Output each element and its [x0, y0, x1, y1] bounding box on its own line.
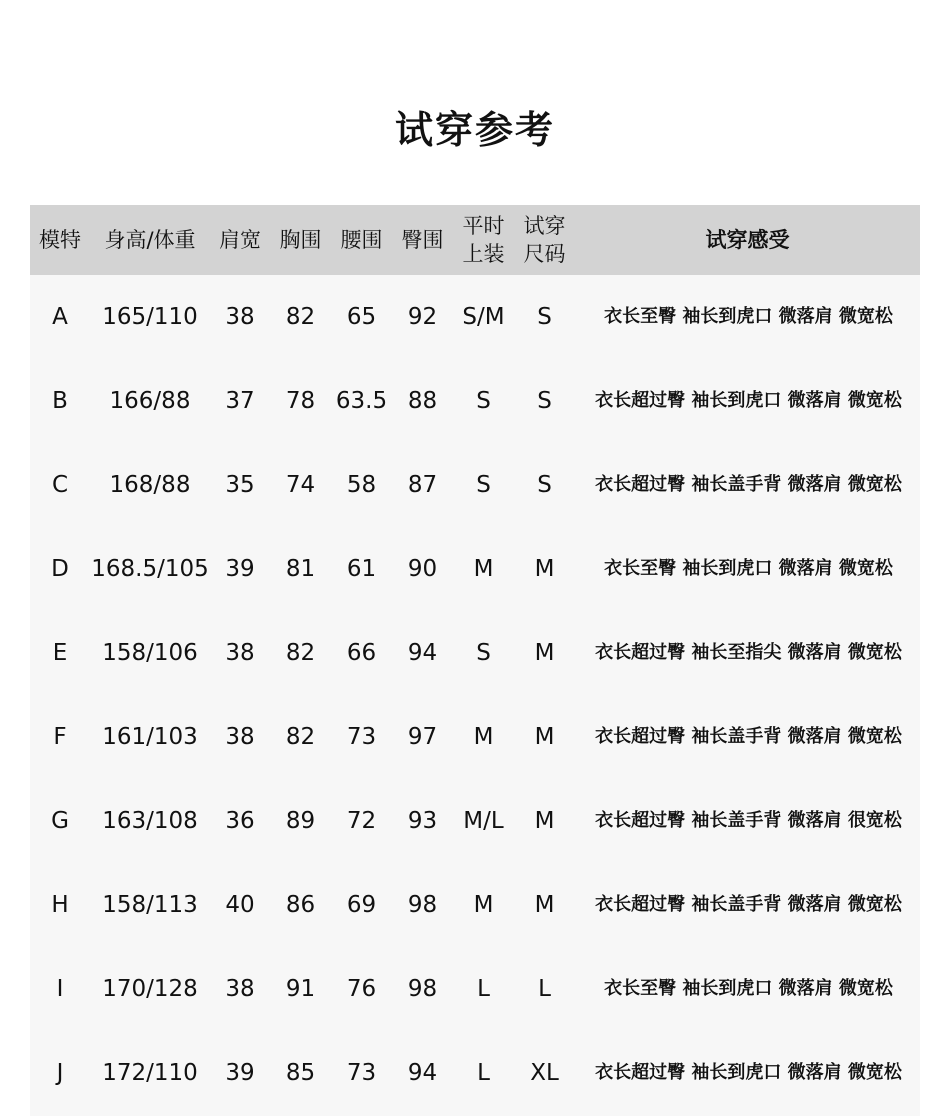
table-row [30, 947, 920, 1031]
table-row [30, 443, 920, 527]
cell-model: F [53, 724, 67, 750]
cell-shoulder: 39 [225, 1060, 255, 1086]
table-row [30, 1031, 920, 1115]
cell-hip: 87 [407, 472, 438, 498]
cell-tried-size: M [534, 892, 555, 918]
cell-hip: 94 [407, 1060, 438, 1086]
cell-height-weight: 161/103 [102, 724, 198, 750]
cell-feeling: 衣长至臀 袖长到虎口 微落肩 微宽松 [604, 978, 893, 999]
cell-hip: 94 [407, 640, 438, 666]
cell-model: I [56, 976, 64, 1002]
cell-usual-top: S/M [462, 304, 505, 330]
cell-hip: 92 [407, 304, 438, 330]
cell-waist: 63.5 [335, 388, 388, 414]
cell-tried-size: S [537, 304, 552, 330]
cell-hip: 88 [407, 388, 438, 414]
table-row [30, 779, 920, 863]
header-model: 模特 [39, 228, 81, 252]
header-height-weight: 身高/体重 [104, 228, 196, 252]
cell-model: B [52, 388, 68, 414]
cell-shoulder: 38 [225, 976, 255, 1002]
cell-tried-size: M [534, 556, 555, 582]
cell-chest: 85 [285, 1060, 316, 1086]
cell-chest: 91 [285, 976, 316, 1002]
header-usual-top: 平时上装 [462, 214, 505, 266]
cell-waist: 66 [346, 640, 377, 666]
cell-hip: 97 [407, 724, 438, 750]
header-waist: 腰围 [340, 228, 383, 252]
table-row [30, 275, 920, 359]
cell-tried-size: XL [530, 1060, 559, 1086]
fit-reference-table-container [30, 205, 920, 1116]
page-title: 试穿参考 [394, 108, 555, 152]
cell-waist: 69 [346, 892, 377, 918]
cell-chest: 81 [285, 556, 316, 582]
cell-chest: 82 [285, 640, 316, 666]
table-row [30, 359, 920, 443]
cell-height-weight: 165/110 [102, 304, 198, 330]
cell-hip: 93 [407, 808, 438, 834]
cell-height-weight: 163/108 [102, 808, 198, 834]
cell-usual-top: M/L [463, 808, 504, 834]
cell-usual-top: M [473, 892, 494, 918]
cell-usual-top: L [477, 976, 490, 1002]
cell-waist: 58 [346, 472, 377, 498]
cell-model: E [52, 640, 68, 666]
cell-usual-top: S [476, 388, 491, 414]
cell-usual-top: M [473, 556, 494, 582]
table-row [30, 527, 920, 611]
cell-tried-size: M [534, 640, 555, 666]
cell-hip: 98 [407, 976, 438, 1002]
header-shoulder: 肩宽 [219, 228, 261, 252]
cell-shoulder: 38 [225, 724, 255, 750]
cell-chest: 74 [285, 472, 316, 498]
cell-waist: 73 [346, 724, 377, 750]
cell-chest: 89 [285, 808, 316, 834]
table-row [30, 695, 920, 779]
cell-feeling: 衣长超过臀 袖长盖手背 微落肩 微宽松 [595, 894, 902, 915]
cell-height-weight: 158/106 [102, 640, 198, 666]
cell-model: J [56, 1060, 64, 1086]
cell-height-weight: 168/88 [109, 472, 191, 498]
cell-feeling: 衣长超过臀 袖长盖手背 微落肩 微宽松 [595, 726, 902, 747]
cell-feeling: 衣长至臀 袖长到虎口 微落肩 微宽松 [604, 558, 893, 579]
cell-shoulder: 38 [225, 304, 255, 330]
header-chest: 胸围 [279, 228, 322, 252]
cell-shoulder: 39 [225, 556, 255, 582]
cell-height-weight: 158/113 [102, 892, 198, 918]
cell-waist: 61 [346, 556, 377, 582]
cell-shoulder: 36 [225, 808, 255, 834]
table-header-row [30, 205, 920, 275]
cell-shoulder: 37 [225, 388, 255, 414]
cell-height-weight: 172/110 [102, 1060, 198, 1086]
cell-usual-top: S [476, 472, 491, 498]
cell-model: G [51, 808, 69, 834]
cell-waist: 65 [346, 304, 377, 330]
cell-feeling: 衣长超过臀 袖长至指尖 微落肩 微宽松 [595, 642, 902, 663]
cell-shoulder: 38 [225, 640, 255, 666]
cell-waist: 73 [346, 1060, 377, 1086]
cell-tried-size: M [534, 724, 555, 750]
cell-usual-top: M [473, 724, 494, 750]
table-row [30, 611, 920, 695]
cell-shoulder: 40 [225, 892, 255, 918]
table-row [30, 863, 920, 947]
cell-height-weight: 170/128 [102, 976, 198, 1002]
cell-chest: 78 [285, 388, 316, 414]
cell-tried-size: S [537, 472, 552, 498]
cell-usual-top: S [476, 640, 491, 666]
cell-hip: 98 [407, 892, 438, 918]
fit-reference-table [30, 205, 920, 1115]
cell-height-weight: 168.5/105 [91, 556, 209, 582]
header-hip: 臀围 [401, 228, 444, 252]
cell-shoulder: 35 [225, 472, 255, 498]
cell-chest: 86 [285, 892, 316, 918]
cell-model: C [51, 472, 69, 498]
cell-waist: 76 [346, 976, 377, 1002]
cell-hip: 90 [407, 556, 438, 582]
cell-feeling: 衣长超过臀 袖长盖手背 微落肩 很宽松 [595, 810, 902, 831]
cell-tried-size: L [538, 976, 551, 1002]
cell-usual-top: L [477, 1060, 490, 1086]
cell-waist: 72 [346, 808, 377, 834]
cell-height-weight: 166/88 [109, 388, 191, 414]
cell-tried-size: M [534, 808, 555, 834]
header-tried-size: 试穿尺码 [523, 214, 566, 266]
header-feeling: 试穿感受 [705, 228, 790, 252]
cell-model: A [52, 304, 68, 330]
cell-model: D [51, 556, 69, 582]
cell-feeling: 衣长超过臀 袖长到虎口 微落肩 微宽松 [595, 1062, 902, 1083]
cell-feeling: 衣长至臀 袖长到虎口 微落肩 微宽松 [604, 306, 893, 327]
cell-model: H [51, 892, 69, 918]
cell-tried-size: S [537, 388, 552, 414]
cell-chest: 82 [285, 304, 316, 330]
cell-feeling: 衣长超过臀 袖长盖手背 微落肩 微宽松 [595, 474, 902, 495]
cell-chest: 82 [285, 724, 316, 750]
cell-feeling: 衣长超过臀 袖长到虎口 微落肩 微宽松 [595, 390, 902, 411]
